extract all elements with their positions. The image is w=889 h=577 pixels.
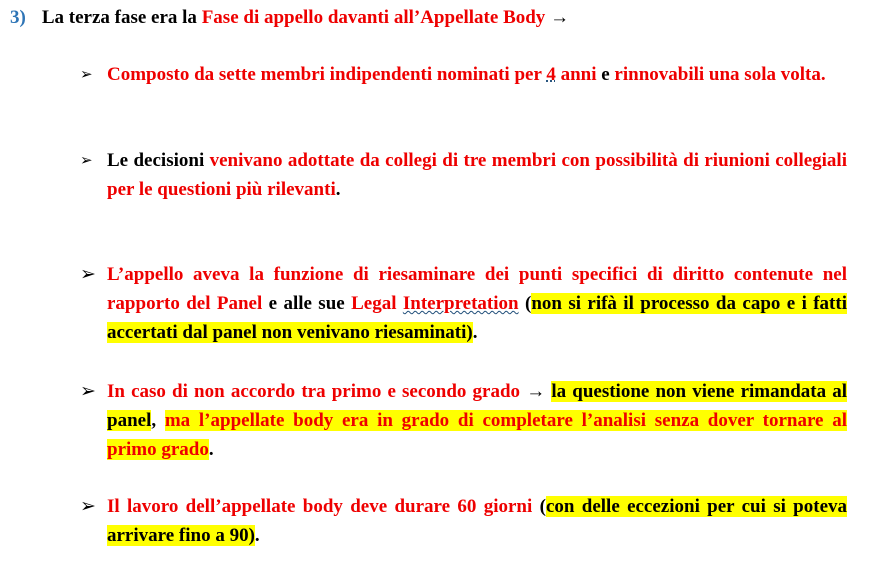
- right-arrow-icon: →: [550, 7, 570, 28]
- bullet-text: [107, 60, 847, 89]
- section-number: 3): [10, 7, 26, 28]
- bullet-text-part: In caso di non accordo tra primo e secondo grado: [107, 381, 521, 402]
- arrow-bullet-icon: ➢: [80, 65, 93, 83]
- bullet-item-5: [80, 492, 847, 550]
- bullet-text: [107, 377, 847, 464]
- bullet-text-part: Le decisioni: [107, 150, 210, 171]
- bullet-text-part: Legal: [351, 293, 403, 314]
- bullet-item-4: [80, 377, 847, 464]
- bullet-text-part: (: [518, 293, 532, 314]
- bullet-item-2: [80, 146, 847, 204]
- bullet-item-3: [80, 260, 847, 347]
- right-arrow-icon: →: [520, 381, 552, 402]
- bullet-text-part: e alle sue: [262, 293, 352, 314]
- bullet-text: [107, 260, 847, 347]
- bullet-text: [107, 146, 847, 204]
- bullet-text-part: Composto da sette membri indipendenti nominati per: [107, 64, 547, 85]
- arrow-bullet-icon: ➢: [80, 263, 96, 285]
- highlighted-text: la questione non viene rimandata al panel: [107, 381, 847, 431]
- arrow-bullet-icon: ➢: [80, 380, 96, 402]
- bullet-text-part: e: [596, 64, 615, 85]
- arrow-bullet-icon: ➢: [80, 495, 96, 517]
- bullet-text-part: anni: [555, 64, 597, 85]
- bullet-text-part: rinnovabili una sola volta.: [614, 64, 826, 85]
- bullet-text: [107, 492, 847, 550]
- bullet-item-1: [80, 60, 847, 89]
- arrow-bullet-icon: ➢: [80, 151, 93, 169]
- highlighted-text: ma l’appellate body era in grado di completare l’analisi senza dover tornare al primo grado: [107, 410, 847, 460]
- heading-lead: La terza fase era la: [41, 7, 202, 28]
- heading-title: Fase di appello davanti all’Appellate Body: [201, 7, 546, 28]
- highlighted-text: con delle eccezioni per cui si poteva arrivare fino a 90): [107, 496, 848, 546]
- highlighted-text: non si rifà il processo da capo e i fatti accertati dal panel non venivano riesaminati): [107, 293, 847, 343]
- bullet-text-part: ,: [151, 410, 165, 431]
- bullet-text-part: .: [335, 179, 341, 200]
- bullet-text-part: (: [532, 496, 546, 517]
- bullet-text-part: .: [208, 439, 214, 460]
- bullet-text-part: venivano adottate da collegi di tre membri con possibilità di riunioni collegiali per le questioni più rilevanti: [107, 150, 847, 200]
- bullet-text-part: L’appello aveva la funzione di riesaminare dei punti specifici di diritto contenute nel rapporto del Panel: [107, 264, 847, 314]
- bullet-text-part: 4: [546, 64, 556, 85]
- bullet-text-part: Interpretation: [402, 293, 519, 314]
- bullet-text-part: .: [254, 525, 260, 546]
- bullet-text-part: Il lavoro dell’appellate body deve durare 60 giorni: [107, 496, 533, 517]
- section-heading: [10, 6, 569, 30]
- bullet-text-part: .: [472, 322, 478, 343]
